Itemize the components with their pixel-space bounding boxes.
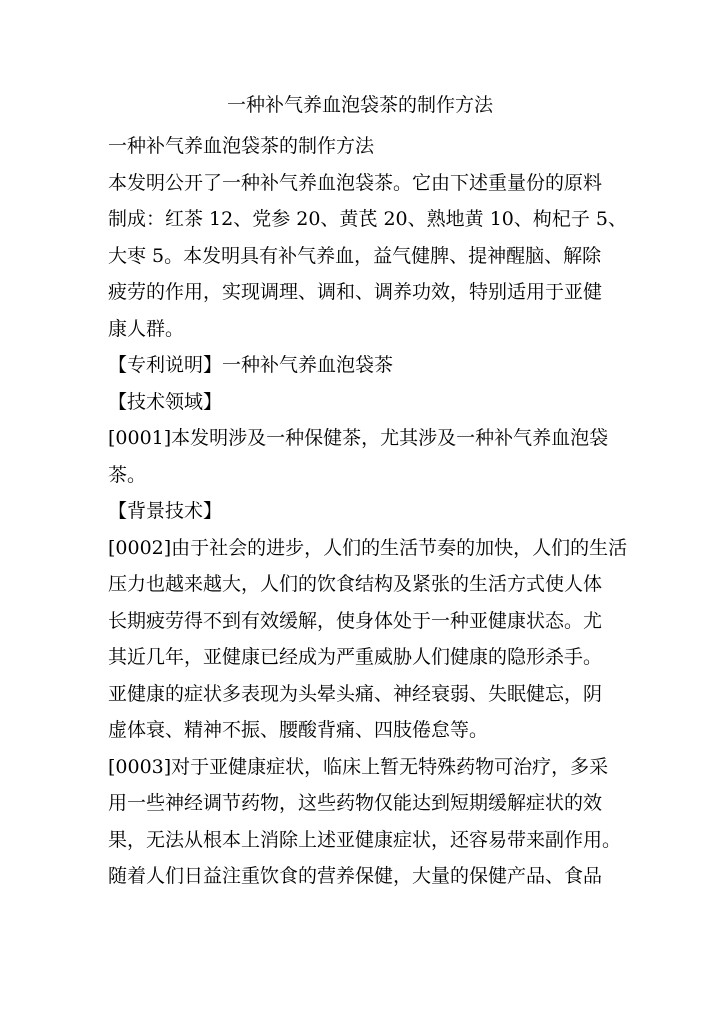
text-line-abstract-3: 大枣 5。本发明具有补气养血，益气健脾、提神醒脑、解除 <box>108 244 602 267</box>
document-body <box>108 128 628 895</box>
text-line-subtitle: 一种补气养血泡袋茶的制作方法 <box>108 135 375 157</box>
text-line-paragraph-0003-1: [0003]对于亚健康症状，临床上暂无特殊药物可治疗，多采 <box>108 755 609 778</box>
section-heading-background: 【背景技术】 <box>108 500 223 522</box>
text-line-paragraph-0002-3: 长期疲劳得不到有效缓解，使身体处于一种亚健康状态。尤 <box>108 609 603 632</box>
text-line-paragraph-0002-5: 亚健康的症状多表现为头晕头痛、神经衰弱、失眠健忘，阴 <box>108 682 603 705</box>
text-line-paragraph-0001-2: 茶。 <box>108 463 147 486</box>
text-line-abstract-1: 本发明公开了一种补气养血泡袋茶。它由下述重量份的原料 <box>108 171 603 194</box>
text-line-paragraph-0002-2: 压力也越来越大，人们的饮食结构及紧张的生活方式使人体 <box>108 573 603 595</box>
section-heading-technical-field: 【技术领域】 <box>108 390 223 413</box>
text-line-paragraph-0001-1: [0001]本发明涉及一种保健茶，尤其涉及一种补气养血泡袋 <box>108 427 609 449</box>
text-line-paragraph-0003-4: 随着人们日益注重饮食的营养保健，大量的保健产品、食品 <box>108 865 603 887</box>
text-line-abstract-4: 疲劳的作用，实现调理、调和、调养功效，特别适用于亚健 <box>108 281 603 303</box>
section-heading-patent-description: 【专利说明】一种补气养血泡袋茶 <box>108 354 394 376</box>
text-line-paragraph-0003-2: 用一些神经调节药物，这些药物仅能达到短期缓解症状的效 <box>108 792 603 814</box>
text-line-paragraph-0002-6: 虚体衰、精神不振、腰酸背痛、四肢倦怠等。 <box>108 719 489 741</box>
document-title: 一种补气养血泡袋茶的制作方法 <box>226 94 493 116</box>
text-line-abstract-2: 制成：红茶 12、党参 20、黄芪 20、熟地黄 10、枸杞子 5、 <box>108 208 627 230</box>
text-line-paragraph-0002-4: 其近几年，亚健康已经成为严重威胁人们健康的隐形杀手。 <box>108 646 603 668</box>
text-line-paragraph-0002-1: [0002]由于社会的进步，人们的生活节奏的加快，人们的生活 <box>108 536 628 559</box>
text-line-paragraph-0003-3: 果，无法从根本上消除上述亚健康症状，还容易带来副作用。 <box>108 828 622 851</box>
text-line-abstract-5: 康人群。 <box>108 317 185 340</box>
